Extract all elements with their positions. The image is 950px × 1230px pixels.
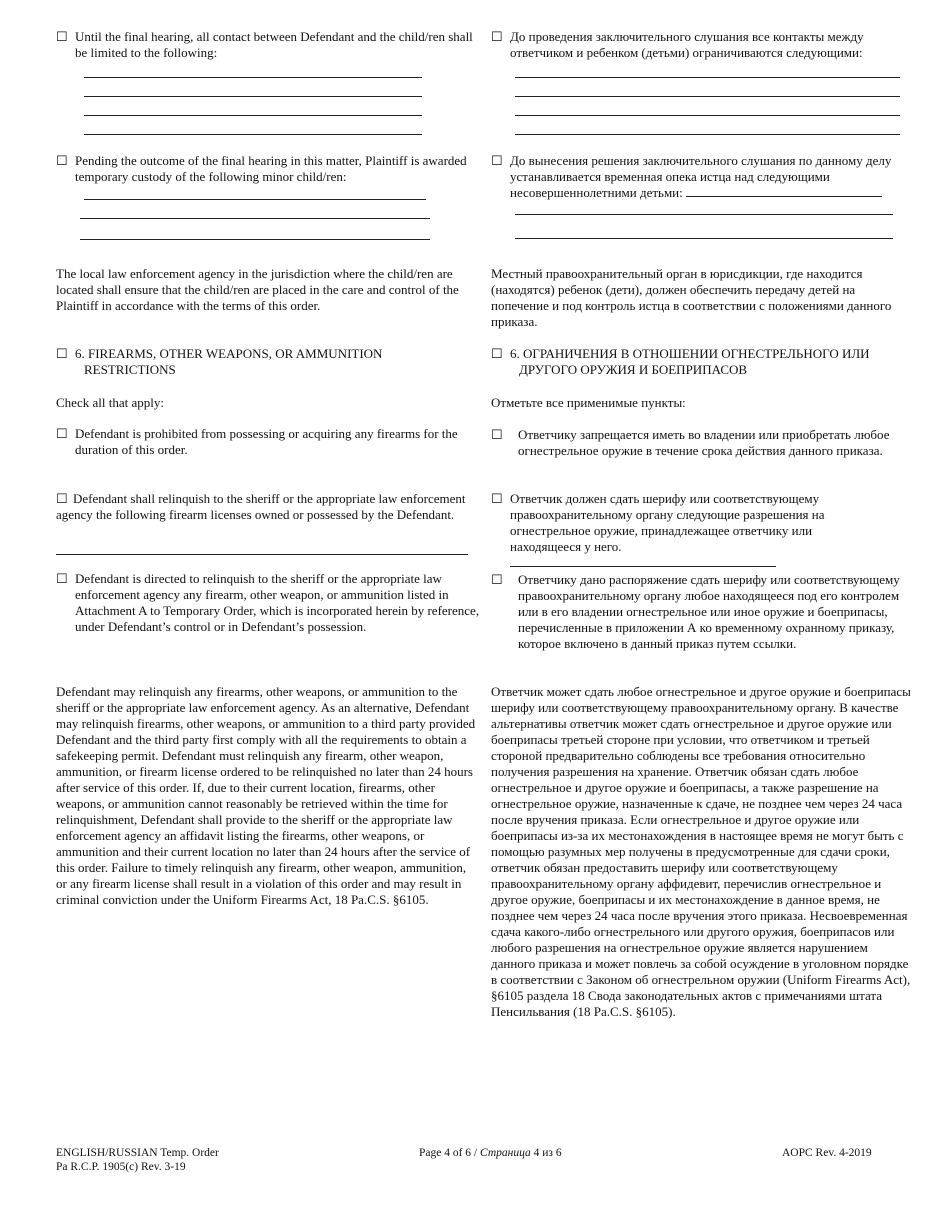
law-enforcement-text-ru: Местный правоохранительный орган в юрисдикции, где находится (находятся) ребенок (дети), должен обеспечить передачу детей на попечение и под контроль истца в соответствии с положениями данного приказа. [491, 266, 892, 329]
contact-blank-line-1[interactable] [84, 77, 422, 78]
footer-form-info [56, 1146, 219, 1174]
footer-page-ru-word: Страница [480, 1147, 531, 1159]
contact-blank-line-4[interactable] [84, 134, 422, 135]
contact-limit-text: Until the final hearing, all contact between Defendant and the child/ren shall be limited to the following: [75, 29, 473, 60]
temp-custody-text: Pending the outcome of the final hearing in this matter, Plaintiff is awarded temporary custody of the following minor child/ren: [75, 153, 467, 184]
section-6-title-line1: 6. FIREARMS, OTHER WEAPONS, OR AMMUNITION [75, 346, 383, 361]
custody-blank-line-2[interactable] [80, 218, 430, 219]
contact-blank-line-2[interactable] [84, 96, 422, 97]
contact-blank-line-ru-3[interactable] [515, 115, 900, 116]
law-enforcement-text: The local law enforcement agency in the jurisdiction where the child/ren are located shall ensure that the child/ren are placed in the care and control of the Plaintiff in accordance with the terms of this order. [56, 266, 459, 313]
section-6-title-line2-ru: ДРУГОГО ОРУЖИЯ И БОЕПРИПАСОВ [519, 362, 748, 377]
may-relinquish-text-ru: Ответчик может сдать любое огнестрельное и другое оружие и боеприпасы шерифу или соответствующему правоохранительному органу. В качестве альтернативы ответчик может сдать огнестрельное и другое оружие или боеприпасы третьей стороне при условии, что ответчиком и третьей стороной предварительно соблюдены все требования относительно получения разрешения на хранение. Ответчик обязан сдать любое огнестрельное и другое оружие и боеприпасы, а также разрешение на огнестрельное оружие, назначенные к сдаче, не позднее чем через 24 часа после вручения приказа. Если огнестрельное и другое оружие или боеприпасы из-за их местонахождения в настоящее время не могут быть с помощью разумных мер получены в предусмотренные для сдачи сроки, ответчик обязан предоставить шерифу или соответствующему правоохранительному органу аффидевит, перечислив огнестрельное и другое оружие, боеприпасы и их местонахождение в данное время, не позднее чем через 24 часа после вручения этого приказа. Несвоевременная сдача какого-либо огнестрельного или другого оружия, боеприпасов или любого разрешения на огнестрельное оружие является нарушением данного приказа и может повлечь за собой осуждение в уголовном порядке в соответствии с Законом об огнестрельном оружии (Uniform Firearms Act), §6105 раздела 18 Свода законодательных актов с примечаниями штата Пенсильвания (18 Pa.C.S. §6105). [491, 684, 911, 1019]
footer-form-name: ENGLISH/RUSSIAN Temp. Order [56, 1147, 219, 1159]
contact-blank-line-ru-1[interactable] [515, 77, 900, 78]
footer-page-ru-num: 4 из 6 [533, 1147, 562, 1159]
contact-limit-checkbox[interactable]: ☐ [56, 29, 68, 44]
section-6-title-line1-ru: 6. ОГРАНИЧЕНИЯ В ОТНОШЕНИИ ОГНЕСТРЕЛЬНОГО ИЛИ [510, 346, 870, 361]
may-relinquish-text: Defendant may relinquish any firearms, other weapons, or ammunition to the sheriff or the appropriate law enforcement agency. As an alternative, Defendant may relinquish firearms, other weapons, or ammunition to a third party provided Defendant and the third party first comply with all the requirements to obtain a safekeeping permit. Defendant must relinquish any firearm, other weapon, ammunition, or firearm license ordered to be relinquished no later than 24 hours after service of this order. If, due to their current location, firearms, other weapons, or ammunition cannot reasonably be retrieved within the time for relinquishment, Defendant shall provide to the sheriff or the appropriate law enforcement agency an affidavit listing the firearms, other weapons, or ammunition and their current location no later than 24 hours after the service of this order. Failure to timely relinquish any firearm, other weapon, ammunition, or any firearm license shall result in a violation of this order and may result in criminal conviction under the Uniform Firearms Act, 18 Pa.C.S. §6105. [56, 684, 476, 907]
check-all-text: Check all that apply: [56, 395, 164, 410]
contact-blank-line-3[interactable] [84, 115, 422, 116]
temp-custody-item-ru [491, 153, 906, 201]
contact-blank-line-ru-2[interactable] [515, 96, 900, 97]
footer-revision: AOPC Rev. 4-2019 [782, 1147, 872, 1159]
custody-blank-line-1[interactable] [84, 199, 426, 200]
prohibited-text: Defendant is prohibited from possessing or acquiring any firearms for the duration of this order. [75, 426, 458, 457]
licenses-inline-blank-ru[interactable] [510, 555, 776, 567]
directed-relinquish-checkbox-ru[interactable]: ☐ [491, 572, 503, 587]
relinquish-licenses-checkbox-ru[interactable]: ☐ [491, 491, 503, 506]
contact-limit-item [56, 29, 476, 61]
directed-relinquish-item-ru [491, 572, 906, 652]
temp-custody-checkbox-ru[interactable]: ☐ [491, 153, 503, 168]
relinquish-licenses-text: Defendant shall relinquish to the sheriff or the appropriate law enforcement agency the following firearm licenses owned or possessed by the Defendant. [56, 491, 466, 522]
prohibited-checkbox[interactable]: ☐ [56, 426, 68, 441]
footer-page-number [419, 1146, 562, 1160]
directed-relinquish-checkbox[interactable]: ☐ [56, 571, 68, 586]
prohibited-text-ru: Ответчику запрещается иметь во владении или приобретать любое огнестрельное оружие в течение срока действия данного приказа. [518, 427, 890, 458]
relinquish-licenses-checkbox[interactable]: ☐ [56, 491, 68, 506]
directed-relinquish-item [56, 571, 480, 635]
contact-limit-item-ru [491, 29, 906, 61]
footer-page-en: Page 4 of 6 / [419, 1147, 478, 1159]
relinquish-licenses-item-ru [491, 491, 906, 571]
prohibited-item-ru [491, 427, 906, 459]
footer-rule: Pa R.C.P. 1905(c) Rev. 3-19 [56, 1161, 186, 1173]
temp-custody-checkbox[interactable]: ☐ [56, 153, 68, 168]
custody-blank-line-ru-2[interactable] [515, 238, 893, 239]
temp-custody-item [56, 153, 476, 185]
custody-blank-line-ru-1[interactable] [515, 214, 893, 215]
section-6-checkbox[interactable]: ☐ [56, 346, 68, 361]
section-6-title-line2: RESTRICTIONS [84, 362, 176, 377]
licenses-blank-line[interactable] [56, 554, 468, 555]
contact-limit-checkbox-ru[interactable]: ☐ [491, 29, 503, 44]
contact-limit-text-ru: До проведения заключительного слушания все контакты между ответчиком и ребенком (детьми) ограничиваются следующими: [510, 29, 864, 60]
section-6-heading-ru [491, 346, 906, 378]
prohibited-checkbox-ru[interactable]: ☐ [491, 427, 503, 442]
relinquish-licenses-item [56, 491, 480, 523]
section-6-heading [56, 346, 476, 378]
directed-relinquish-text-ru: Ответчику дано распоряжение сдать шерифу или соответствующему правоохранительному органу любое находящееся под его контролем или в его владении огнестрельное или иное оружие и боеприпасы, перечисленные в приложении А ко временному охранному приказу, которое включено в данный приказ путем ссылки. [518, 572, 900, 651]
temp-custody-text-ru: До вынесения решения заключительного слушания по данному делу устанавливается временная опека истца над следующими несовершеннолетними детьми: [510, 153, 892, 200]
section-6-checkbox-ru[interactable]: ☐ [491, 346, 503, 361]
custody-blank-line-3[interactable] [80, 239, 430, 240]
prohibited-item [56, 426, 476, 458]
directed-relinquish-text: Defendant is directed to relinquish to the sheriff or the appropriate law enforcement agency any firearm, other weapon, or ammunition listed in Attachment A to Temporary Order, which is incorporated herein by reference, under Defendant’s control or in Defendant’s possession. [75, 571, 480, 634]
check-all-text-ru: Отметьте все применимые пункты: [491, 395, 686, 410]
custody-inline-blank-ru[interactable] [686, 185, 882, 197]
relinquish-licenses-text-ru: Ответчик должен сдать шерифу или соответствующему правоохранительному органу следующие разрешения на огнестрельное оружие, принадлежащее ответчику или находящееся у него. [510, 491, 825, 554]
contact-blank-line-ru-4[interactable] [515, 134, 900, 135]
